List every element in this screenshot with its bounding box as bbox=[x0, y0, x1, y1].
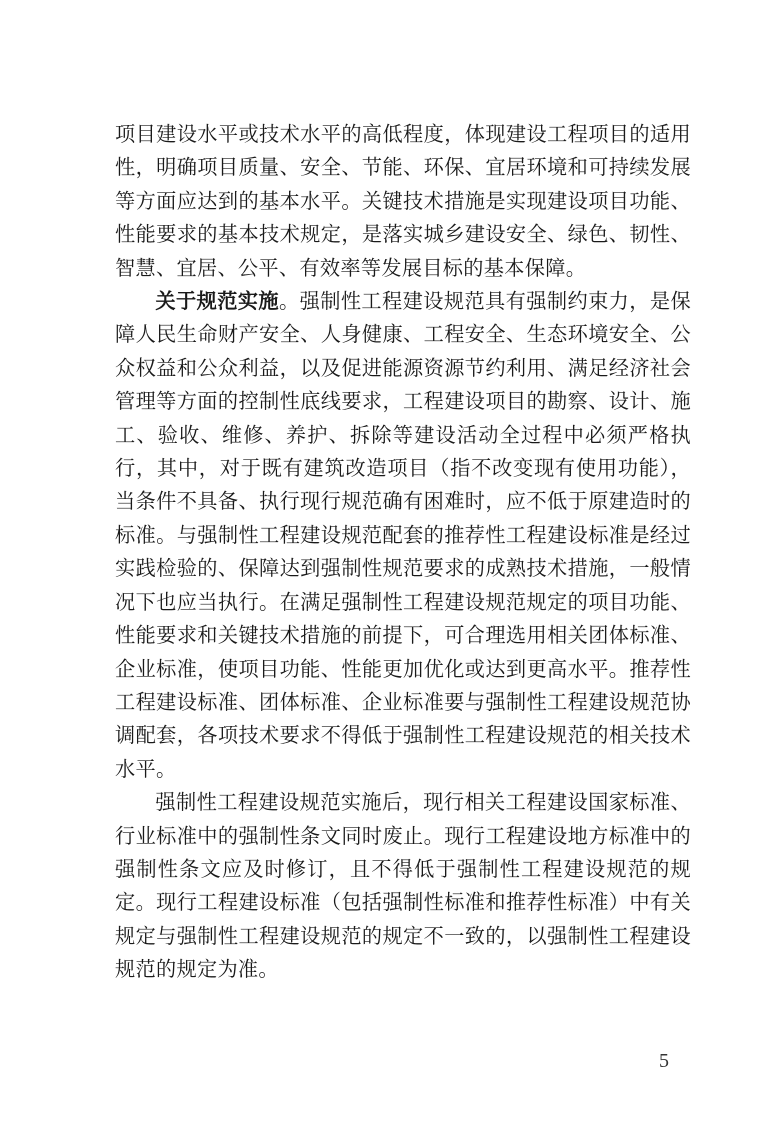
paragraph-3 bbox=[115, 786, 691, 986]
paragraph-2-text: 。强制性工程建设规范具有强制约束力，是保障人民生命财产安全、人身健康、工程安全、生态环境安全、公众权益和公众利益，以及促进能源资源节约利用、满足经济社会管理等方面的控制性底线要求，工程建设项目的勘察、设计、施工、验收、维修、养护、拆除等建设活动全过程中必须严格执行，其中，对于既有建筑改造项目（指不改变现有使用功能），当条件不具备、执行现行规范确有困难时，应不低于原建造时的标准。与强制性工程建设规范配套的推荐性工程建设标准是经过实践检验的、保障达到强制性规范要求的成熟技术措施，一般情况下也应当执行。在满足强制性工程建设规范规定的项目功能、性能要求和关键技术措施的前提下，可合理选用相关团体标准、企业标准，使项目功能、性能更加优化或达到更高水平。推荐性工程建设标准、团体标准、企业标准要与强制性工程建设规范协调配套，各项技术要求不得低于强制性工程建设规范的相关技术水平。 bbox=[115, 289, 691, 781]
paragraph-2 bbox=[115, 285, 691, 786]
paragraph-1 bbox=[115, 118, 691, 285]
body-text bbox=[115, 118, 691, 987]
paragraph-1-text: 项目建设水平或技术水平的高低程度，体现建设工程项目的适用性，明确项目质量、安全、节能、环保、宜居环境和可持续发展等方面应达到的基本水平。关键技术措施是实现建设项目功能、性能要求的基本技术规定，是落实城乡建设安全、绿色、韧性、智慧、宜居、公平、有效率等发展目标的基本保障。 bbox=[115, 122, 691, 280]
paragraph-2-lead: 关于规范实施 bbox=[155, 289, 280, 314]
paragraph-3-text: 强制性工程建设规范实施后，现行相关工程建设国家标准、行业标准中的强制性条文同时废止。现行工程建设地方标准中的强制性条文应及时修订，且不得低于强制性工程建设规范的规定。现行工程建设标准（包括强制性标准和推荐性标准）中有关规定与强制性工程建设规范的规定不一致的，以强制性工程建设规范的规定为准。 bbox=[115, 790, 691, 982]
page-number: 5 bbox=[659, 1050, 669, 1072]
